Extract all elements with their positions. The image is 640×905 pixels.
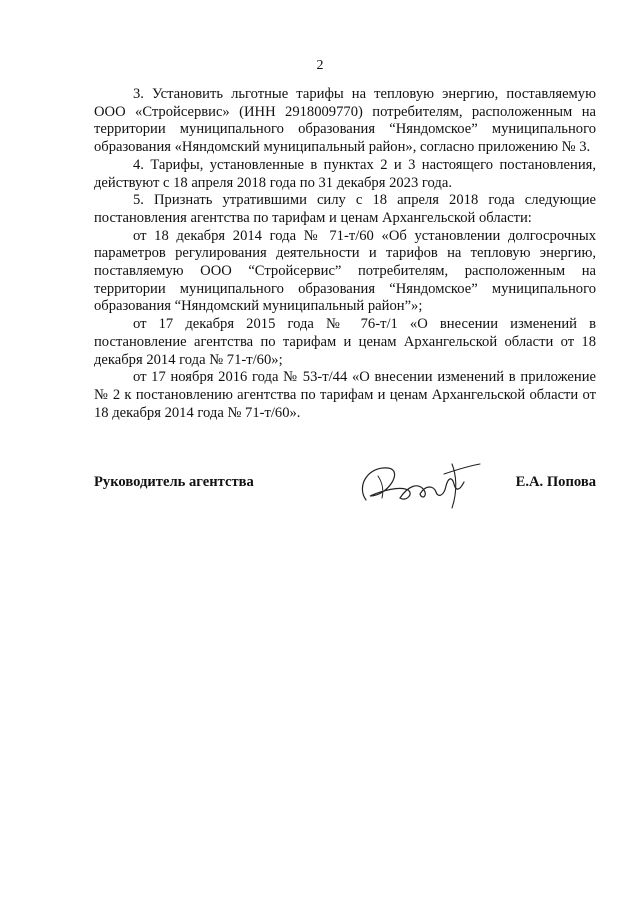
paragraph-item-3: 3. Установить льготные тарифы на тепловую энергию, поставляемую ООО «Стройсервис» (ИНН 2918009770) потребителям, расположенным на территории муниципального образования “Няндомское” муниципального образования «Няндомский муниципальный район», согласно приложению № 3. xyxy=(94,86,596,156)
page-number: 2 xyxy=(316,58,324,73)
handwritten-signature xyxy=(348,456,488,512)
document-body xyxy=(94,86,596,422)
signature-block xyxy=(94,470,596,510)
repealed-act-1: от 18 декабря 2014 года № 71-т/60 «Об установлении долгосрочных параметров регулирования деятельности и тарифов на тепловую энергию, поставляемую ООО “Стройсервис” потребителям, расположенным на территории муниципального образования “Няндомское” муниципального образования “Няндомский муниципальный район”»; xyxy=(94,227,596,315)
signer-title: Руководитель агентства xyxy=(94,474,254,490)
paragraph-item-4: 4. Тарифы, установленные в пунктах 2 и 3 настоящего постановления, действуют с 18 апреля 2018 года по 31 декабря 2023 года. xyxy=(94,156,596,191)
repealed-act-2: от 17 декабря 2015 года № 76-т/1 «О внесении изменений в постановление агентства по тарифам и ценам Архангельской области от 18 декабря 2014 года № 71-т/60»; xyxy=(94,316,596,368)
paragraph-item-5: 5. Признать утратившими силу с 18 апреля 2018 года следующие постановления агентства по тарифам и ценам Архангельской области: xyxy=(94,192,596,226)
repealed-act-3: от 17 ноября 2016 года № 53-т/44 «О внесении изменений в приложение № 2 к постановлению агентства по тарифам и ценам Архангельской области от 18 декабря 2014 года № 71-т/60». xyxy=(94,369,596,421)
signer-name: Е.А. Попова xyxy=(515,474,596,490)
